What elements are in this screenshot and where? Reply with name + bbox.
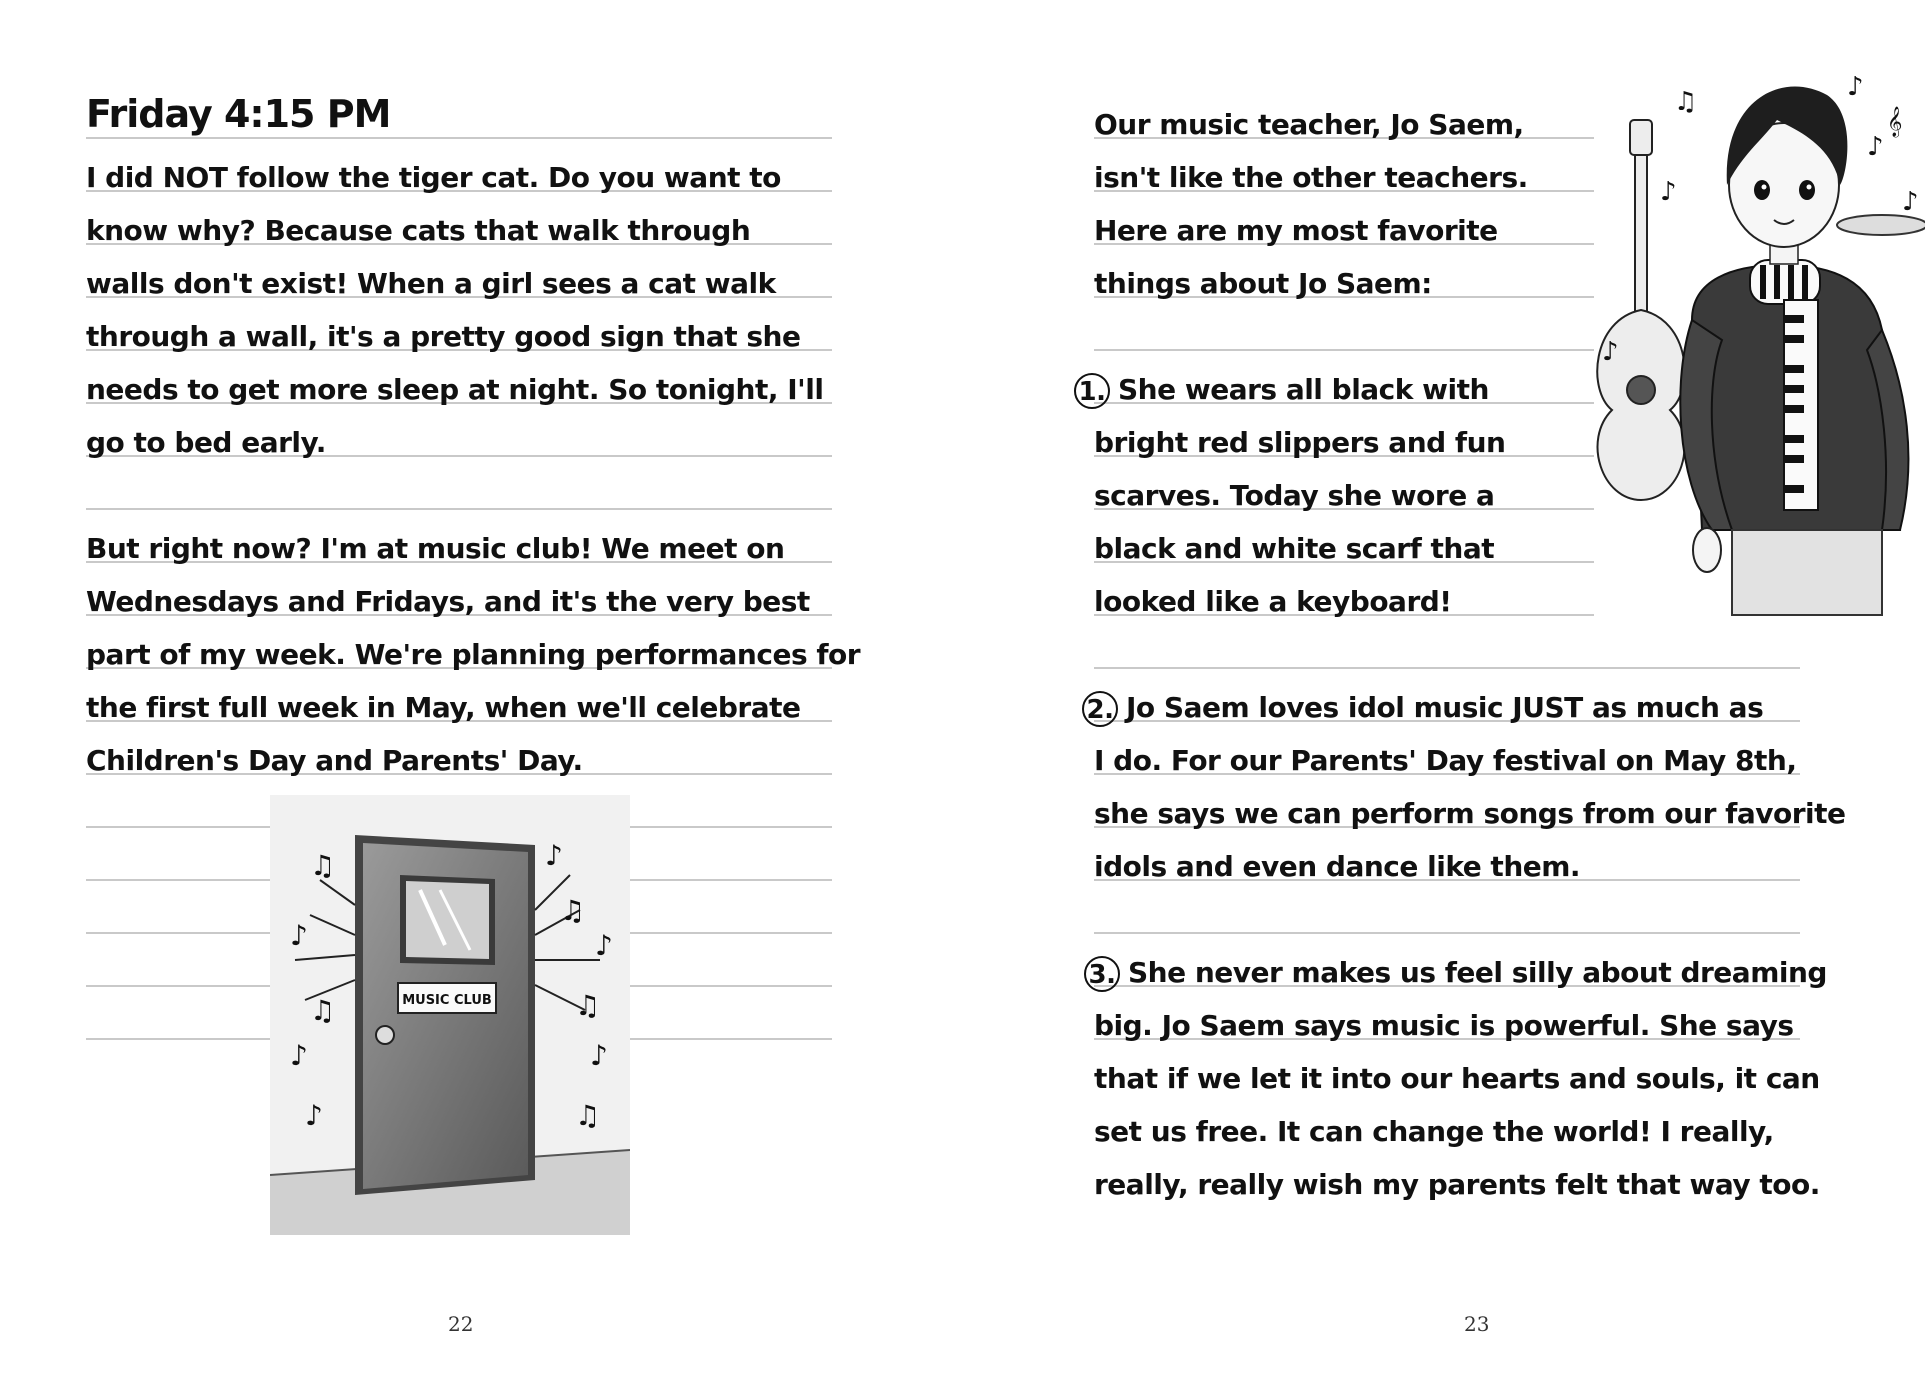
ruled-line bbox=[86, 137, 832, 139]
item3-text-1: She never makes us feel silly about dreaming bbox=[1128, 956, 1827, 989]
teacher-with-guitar-illustration bbox=[1582, 60, 1925, 620]
intro-line-2: isn't like the other teachers. bbox=[1094, 161, 1528, 194]
p2-line-3: part of my week. We're planning performances for bbox=[86, 638, 861, 671]
p1-line-5: needs to get more sleep at night. So tonight, I'll bbox=[86, 373, 824, 406]
intro-line-3: Here are my most favorite bbox=[1094, 214, 1498, 247]
svg-text:♪: ♪ bbox=[590, 1039, 608, 1072]
item2-line-4: idols and even dance like them. bbox=[1094, 850, 1581, 883]
svg-text:♪: ♪ bbox=[1602, 337, 1619, 367]
item1-line-3: scarves. Today she wore a bbox=[1094, 479, 1495, 512]
item3-line-4: set us free. It can change the world! I really, bbox=[1094, 1115, 1774, 1148]
item1-line-4: black and white scarf that bbox=[1094, 532, 1495, 565]
p1-line-4: through a wall, it's a pretty good sign that she bbox=[86, 320, 801, 353]
svg-text:♫: ♫ bbox=[575, 989, 601, 1022]
ruled-line bbox=[1094, 349, 1594, 351]
page-number-left: 22 bbox=[448, 1312, 474, 1336]
svg-text:♫: ♫ bbox=[575, 1099, 601, 1132]
svg-text:♪: ♪ bbox=[1902, 187, 1919, 217]
item1-line-5: looked like a keyboard! bbox=[1094, 585, 1452, 618]
item2-line-3: she says we can perform songs from our favorite bbox=[1094, 797, 1846, 830]
p1-line-6: go to bed early. bbox=[86, 426, 326, 459]
item1-line-2: bright red slippers and fun bbox=[1094, 426, 1506, 459]
intro-line-4: things about Jo Saem: bbox=[1094, 267, 1432, 300]
svg-text:♪: ♪ bbox=[1847, 72, 1864, 102]
svg-text:♫: ♫ bbox=[310, 994, 336, 1027]
item3-number: 3. bbox=[1084, 956, 1120, 992]
item2-number: 2. bbox=[1082, 691, 1118, 727]
item2-text-1: Jo Saem loves idol music JUST as much as bbox=[1126, 691, 1764, 724]
ruled-line bbox=[86, 508, 832, 510]
item3-line-3: that if we let it into our hearts and souls, it can bbox=[1094, 1062, 1820, 1095]
ruled-line bbox=[1094, 667, 1800, 669]
intro-line-1: Our music teacher, Jo Saem, bbox=[1094, 108, 1524, 141]
item2-line-1 bbox=[1082, 688, 1763, 728]
item3-line-2: big. Jo Saem says music is powerful. She says bbox=[1094, 1009, 1794, 1042]
item3-line-5: really, really wish my parents felt that way too. bbox=[1094, 1168, 1820, 1201]
p1-line-3: walls don't exist! When a girl sees a cat walk bbox=[86, 267, 776, 300]
ruled-line bbox=[1094, 932, 1800, 934]
svg-text:♫: ♫ bbox=[310, 849, 336, 882]
svg-text:♪: ♪ bbox=[1660, 177, 1677, 207]
svg-text:𝄞: 𝄞 bbox=[1887, 107, 1903, 137]
entry-heading: Friday 4:15 PM bbox=[86, 92, 391, 136]
svg-text:♪: ♪ bbox=[1867, 132, 1884, 162]
svg-text:♪: ♪ bbox=[595, 929, 613, 962]
p1-line-2: know why? Because cats that walk through bbox=[86, 214, 751, 247]
svg-text:♫: ♫ bbox=[560, 894, 586, 927]
p2-line-4: the first full week in May, when we'll celebrate bbox=[86, 691, 801, 724]
svg-text:♫: ♫ bbox=[1674, 87, 1698, 117]
item1-text-1: She wears all black with bbox=[1118, 373, 1489, 406]
right-page bbox=[962, 0, 1925, 1400]
item1-number: 1. bbox=[1074, 373, 1110, 409]
item1-line-1 bbox=[1074, 370, 1489, 410]
p2-line-5: Children's Day and Parents' Day. bbox=[86, 744, 583, 777]
music-room-door-illustration bbox=[270, 795, 630, 1235]
svg-text:♪: ♪ bbox=[290, 919, 308, 952]
svg-text:♪: ♪ bbox=[545, 839, 563, 872]
p2-line-2: Wednesdays and Fridays, and it's the very best bbox=[86, 585, 810, 618]
left-page bbox=[0, 0, 962, 1400]
page-number-right: 23 bbox=[1464, 1312, 1490, 1336]
p2-line-1: But right now? I'm at music club! We meet on bbox=[86, 532, 785, 565]
door-sign-text: MUSIC CLUB bbox=[402, 993, 492, 1008]
item3-line-1 bbox=[1084, 953, 1827, 993]
item2-line-2: I do. For our Parents' Day festival on May 8th, bbox=[1094, 744, 1797, 777]
svg-text:♪: ♪ bbox=[290, 1039, 308, 1072]
svg-text:♪: ♪ bbox=[305, 1099, 323, 1132]
p1-line-1: I did NOT follow the tiger cat. Do you want to bbox=[86, 161, 781, 194]
